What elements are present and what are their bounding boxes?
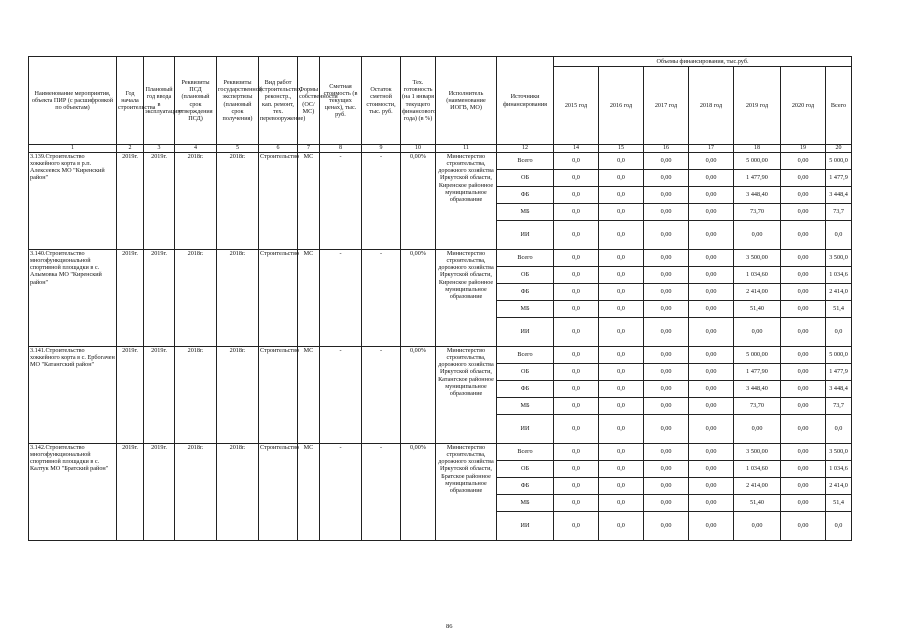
funding-value: 0,00 [781,250,826,267]
funding-value: 1 034,6 [826,267,852,284]
column-number: 6 [259,145,298,153]
funding-value: 0,0 [599,204,644,221]
funding-value: 0,0 [599,153,644,170]
funding-source: МБ [497,398,554,415]
funding-value: 0,00 [734,318,781,347]
column-number: 2 [117,145,144,153]
funding-value: 0,00 [689,187,734,204]
table-row [29,347,852,364]
funding-value: 0,0 [554,461,599,478]
funding-value: 0,00 [644,267,689,284]
funding-value: 2 414,0 [826,284,852,301]
funding-value: 0,0 [554,284,599,301]
funding-value: 0,0 [554,512,599,541]
header-ownership: Формы собственности (ОС/МС) [298,57,320,145]
funding-value: 0,0 [554,444,599,461]
funding-value: 0,0 [599,444,644,461]
work-type: Строительство [259,153,298,250]
funding-value: 0,0 [554,381,599,398]
funding-value: 0,0 [599,512,644,541]
executor: Министерство строительства, дорожного хозяйства Иркутской области, Киренское районное муниципальное образование [436,250,497,347]
column-number: 4 [175,145,217,153]
funding-value: 0,0 [826,512,852,541]
header-estimated-cost: Сметная стоимость (в текущих ценах), тыс. руб. [320,57,362,145]
funding-value: 0,0 [599,267,644,284]
funding-value: 0,00 [689,267,734,284]
funding-value: 0,0 [554,221,599,250]
funding-source: ФБ [497,284,554,301]
funding-value: 3 448,40 [734,187,781,204]
work-type: Строительство [259,444,298,541]
funding-value: 0,00 [781,381,826,398]
funding-value: 0,00 [689,221,734,250]
expertise-date: 2018г. [217,347,259,444]
funding-source: ИИ [497,415,554,444]
executor: Министерство строительства, дорожного хозяйства Иркутской области, Братское районное муниципальное образование [436,444,497,541]
funding-value: 0,0 [599,187,644,204]
header-executor: Исполнитель (наименование ИОГВ, МО) [436,57,497,145]
funding-value: 0,00 [644,461,689,478]
funding-value: 0,00 [781,347,826,364]
funding-value: 0,0 [599,301,644,318]
funding-value: 0,00 [781,444,826,461]
column-number: 20 [826,145,852,153]
funding-table [28,56,852,541]
ownership: МС [298,444,320,541]
column-number: 10 [401,145,436,153]
executor: Министерство строительства, дорожного хозяйства Иркутской области, Киренское районное муниципальное образование [436,153,497,250]
funding-value: 1 477,90 [734,364,781,381]
funding-value: 5 000,0 [826,153,852,170]
funding-value: 0,0 [554,204,599,221]
funding-value: 0,00 [689,250,734,267]
funding-value: 0,00 [689,398,734,415]
funding-source: ОБ [497,364,554,381]
psd-date: 2018г. [175,250,217,347]
funding-value: 1 477,9 [826,170,852,187]
funding-value: 0,00 [644,347,689,364]
funding-source: Всего [497,444,554,461]
header-year-2016: 2016 год [599,67,644,145]
year-start: 2019г. [117,153,144,250]
funding-value: 0,00 [781,318,826,347]
funding-value: 0,0 [554,301,599,318]
funding-value: 73,70 [734,204,781,221]
year-commission: 2019г. [144,153,175,250]
funding-value: 0,00 [644,153,689,170]
funding-value: 2 414,00 [734,478,781,495]
funding-value: 0,0 [599,364,644,381]
year-start: 2019г. [117,250,144,347]
funding-value: 0,00 [781,495,826,512]
funding-value: 3 448,40 [734,381,781,398]
funding-value: 73,70 [734,398,781,415]
header-work-type: Вид работ (строительство, реконстр., кап. ремонт, тех. перевооружение) [259,57,298,145]
remaining-cost: - [362,347,401,444]
funding-value: 0,0 [599,318,644,347]
funding-value: 0,00 [689,318,734,347]
table-row [29,444,852,461]
funding-value: 0,0 [554,250,599,267]
funding-value: 0,0 [599,170,644,187]
header-expertise: Реквизиты государственной экспертизы (плановый срок получения) [217,57,259,145]
funding-value: 0,00 [781,398,826,415]
project-name: 3.142.Строительство многофункциональной спортивной площадки в с. Калтук МО "Братский район" [29,444,117,541]
estimated-cost: - [320,347,362,444]
year-commission: 2019г. [144,347,175,444]
funding-value: 1 477,90 [734,170,781,187]
funding-value: 1 477,9 [826,364,852,381]
work-type: Строительство [259,347,298,444]
column-number: 14 [554,145,599,153]
table-row [29,153,852,170]
header-year-2019: 2019 год [734,67,781,145]
funding-source: ИИ [497,221,554,250]
column-number: 8 [320,145,362,153]
column-number: 15 [599,145,644,153]
ownership: МС [298,250,320,347]
funding-value: 3 448,4 [826,187,852,204]
funding-value: 0,0 [554,267,599,284]
funding-value: 0,00 [781,512,826,541]
funding-value: 0,00 [689,415,734,444]
header-psd: Реквизиты ПСД (плановый срок утверждения ПСД) [175,57,217,145]
funding-source: ОБ [497,267,554,284]
funding-value: 0,0 [599,398,644,415]
funding-value: 3 500,00 [734,444,781,461]
funding-source: Всего [497,153,554,170]
funding-source: ФБ [497,478,554,495]
funding-source: МБ [497,495,554,512]
column-number-row [29,145,852,153]
funding-value: 0,00 [644,204,689,221]
column-number: 9 [362,145,401,153]
funding-value: 73,7 [826,398,852,415]
readiness: 0,00% [401,153,436,250]
funding-value: 0,00 [781,221,826,250]
funding-source: ОБ [497,461,554,478]
funding-value: 0,00 [689,364,734,381]
funding-value: 0,00 [644,221,689,250]
executor: Министерство строительства, дорожного хозяйства Иркутской области, Катангское районное муниципальное образование [436,347,497,444]
header-remaining-cost: Остаток сметной стоимости, тыс. руб. [362,57,401,145]
project-name: 3.140.Строительство многофункциональной спортивной площадки в с. Алымовка МО "Киренский район" [29,250,117,347]
funding-value: 0,0 [554,347,599,364]
readiness: 0,00% [401,250,436,347]
funding-value: 5 000,00 [734,153,781,170]
funding-value: 0,00 [781,478,826,495]
funding-source: Всего [497,250,554,267]
column-number: 18 [734,145,781,153]
funding-value: 0,0 [826,415,852,444]
funding-value: 0,00 [644,170,689,187]
funding-value: 51,40 [734,495,781,512]
expertise-date: 2018г. [217,444,259,541]
funding-value: 0,00 [781,170,826,187]
funding-value: 0,00 [644,250,689,267]
funding-value: 0,0 [599,415,644,444]
estimated-cost: - [320,444,362,541]
header-year-2017: 2017 год [644,67,689,145]
funding-value: 0,00 [689,381,734,398]
funding-value: 0,00 [734,512,781,541]
funding-value: 0,00 [644,364,689,381]
funding-value: 0,00 [734,415,781,444]
funding-value: 51,4 [826,301,852,318]
funding-source: ОБ [497,170,554,187]
year-commission: 2019г. [144,250,175,347]
funding-value: 2 414,00 [734,284,781,301]
estimated-cost: - [320,250,362,347]
funding-value: 0,0 [599,284,644,301]
funding-value: 0,00 [781,301,826,318]
funding-value: 51,40 [734,301,781,318]
funding-value: 0,00 [689,347,734,364]
column-number: 19 [781,145,826,153]
funding-value: 0,0 [554,398,599,415]
funding-value: 0,00 [644,187,689,204]
funding-value: 0,00 [689,170,734,187]
funding-value: 5 000,00 [734,347,781,364]
column-number: 11 [436,145,497,153]
funding-value: 0,00 [644,318,689,347]
funding-source: ФБ [497,381,554,398]
header-funding-volumes: Объемы финансирования, тыс.руб. [554,57,852,67]
funding-value: 0,00 [644,398,689,415]
table-row [29,250,852,267]
funding-value: 0,0 [554,153,599,170]
ownership: МС [298,153,320,250]
funding-value: 0,0 [599,461,644,478]
funding-value: 2 414,0 [826,478,852,495]
funding-value: 0,00 [781,364,826,381]
funding-value: 0,00 [644,381,689,398]
funding-source: ИИ [497,512,554,541]
funding-value: 0,0 [599,250,644,267]
column-number: 3 [144,145,175,153]
funding-value: 0,00 [644,415,689,444]
funding-value: 0,0 [599,478,644,495]
work-type: Строительство [259,250,298,347]
funding-value: 0,0 [554,187,599,204]
expertise-date: 2018г. [217,153,259,250]
funding-value: 0,00 [781,204,826,221]
funding-value: 0,0 [826,221,852,250]
funding-value: 0,00 [781,153,826,170]
column-number: 16 [644,145,689,153]
funding-value: 0,00 [689,495,734,512]
funding-value: 0,00 [644,512,689,541]
readiness: 0,00% [401,444,436,541]
funding-value: 1 034,60 [734,461,781,478]
funding-value: 0,0 [599,347,644,364]
column-number: 5 [217,145,259,153]
funding-value: 0,0 [599,495,644,512]
funding-value: 0,0 [554,415,599,444]
remaining-cost: - [362,250,401,347]
header-year-2015: 2015 год [554,67,599,145]
funding-value: 0,0 [554,170,599,187]
funding-value: 0,00 [689,444,734,461]
remaining-cost: - [362,444,401,541]
column-number: 1 [29,145,117,153]
funding-value: 0,00 [689,153,734,170]
funding-value: 0,00 [644,301,689,318]
column-number: 12 [497,145,554,153]
project-name: 3.139.Строительство хоккейного корта в р.п. Алексеевск МО "Киренский район" [29,153,117,250]
header-year-2018: 2018 год [689,67,734,145]
funding-value: 0,00 [781,415,826,444]
ownership: МС [298,347,320,444]
funding-value: 0,00 [781,187,826,204]
year-commission: 2019г. [144,444,175,541]
header-name: Наименование мероприятия, объекта ПИР (с расшифровкой по объектам) [29,57,117,145]
funding-value: 1 034,6 [826,461,852,478]
funding-source: Всего [497,347,554,364]
funding-value: 0,00 [689,478,734,495]
funding-value: 0,0 [826,318,852,347]
funding-value: 3 500,00 [734,250,781,267]
funding-source: ФБ [497,187,554,204]
funding-value: 0,0 [599,381,644,398]
funding-value: 0,00 [689,461,734,478]
funding-value: 0,00 [644,495,689,512]
year-start: 2019г. [117,347,144,444]
estimated-cost: - [320,153,362,250]
expertise-date: 2018г. [217,250,259,347]
remaining-cost: - [362,153,401,250]
funding-value: 0,0 [554,478,599,495]
funding-value: 3 448,4 [826,381,852,398]
funding-value: 1 034,60 [734,267,781,284]
funding-value: 0,00 [644,284,689,301]
funding-value: 0,00 [689,204,734,221]
funding-source: МБ [497,301,554,318]
column-number: 17 [689,145,734,153]
column-number: 7 [298,145,320,153]
psd-date: 2018г. [175,153,217,250]
funding-value: 0,0 [554,318,599,347]
readiness: 0,00% [401,347,436,444]
header-year-2020: 2020 год [781,67,826,145]
funding-value: 0,00 [734,221,781,250]
funding-value: 0,00 [781,461,826,478]
funding-value: 0,00 [781,267,826,284]
funding-value: 0,00 [644,444,689,461]
page-number: 86 [446,623,453,630]
header-funding-sources: Источники финансирования [497,57,554,145]
header-year-commission: Плановый год ввода в эксплуатацию [144,57,175,145]
header-total: Всего [826,67,852,145]
psd-date: 2018г. [175,347,217,444]
funding-value: 0,00 [644,478,689,495]
funding-value: 0,00 [689,284,734,301]
funding-value: 3 500,0 [826,250,852,267]
funding-source: МБ [497,204,554,221]
year-start: 2019г. [117,444,144,541]
project-name: 3.141.Строительство хоккейного корта в с. Ербогачен МО "Катангский район" [29,347,117,444]
funding-value: 5 000,0 [826,347,852,364]
funding-value: 51,4 [826,495,852,512]
funding-value: 0,0 [599,221,644,250]
header-year-start: Год начала строительства [117,57,144,145]
funding-value: 3 500,0 [826,444,852,461]
psd-date: 2018г. [175,444,217,541]
funding-value: 0,0 [554,495,599,512]
funding-value: 0,0 [554,364,599,381]
funding-value: 0,00 [689,512,734,541]
funding-value: 0,00 [689,301,734,318]
funding-value: 0,00 [781,284,826,301]
funding-source: ИИ [497,318,554,347]
header-readiness: Тех. готовность (на 1 января текущего финансового года) (в %) [401,57,436,145]
funding-value: 73,7 [826,204,852,221]
